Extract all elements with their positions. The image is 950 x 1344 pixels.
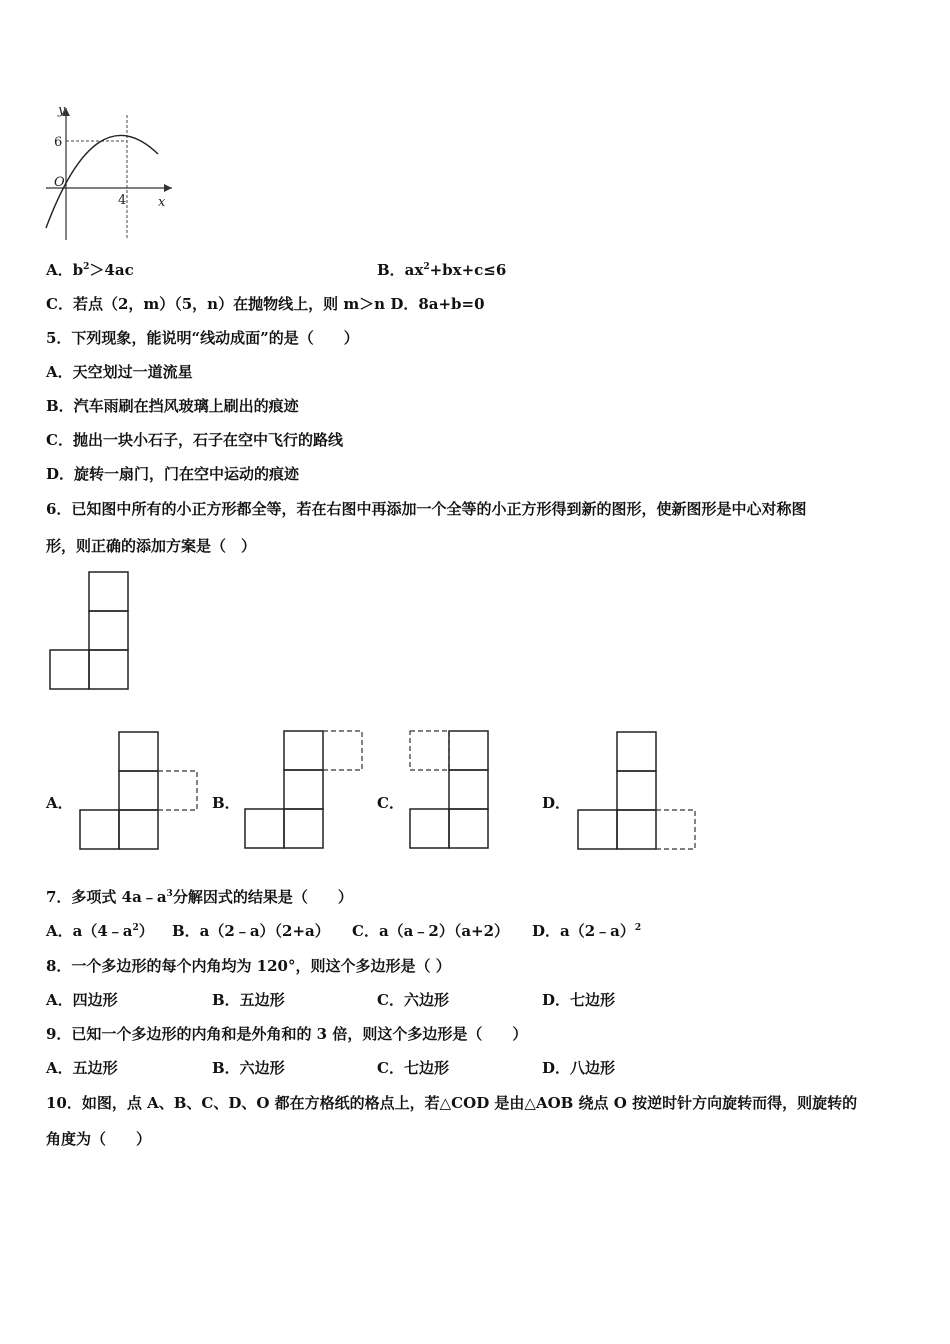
q7-stem-b: 分解因式的结果是（ ） [172,888,353,906]
q7-option-d-text: D．a（2﹣a） [532,922,635,940]
q8-option-c: C．六边形 [377,991,449,1009]
q4-option-b-rest: +bx+c≤6 [429,261,507,279]
q6-option-d-figure [576,730,700,852]
q7-stem [46,887,353,907]
q5-option-c: C．抛出一块小石子，石子在空中飞行的路线 [46,431,343,449]
q4-option-a-text: A．b [46,261,84,279]
q4-option-a-sup: 2 [83,262,90,272]
q7-option-a-text: A．a（4﹣a [46,922,133,940]
q6-stem-line1: 6．已知图中所有的小正方形都全等，若在右图中再添加一个全等的小正方形得到新的图形，使新图形是中心对称图 [46,500,807,518]
q5-option-b: B．汽车雨刷在挡风玻璃上刷出的痕迹 [46,397,299,415]
q6-option-c-label: C． [377,794,404,812]
q10-stem-line2: 角度为（ ） [46,1130,152,1148]
q7-option-b: B．a（2﹣a）（2+a） [172,922,330,940]
q9-option-a: A．五边形 [46,1059,118,1077]
parabola-graph [40,100,180,245]
graph-y-label: y [58,103,66,118]
q7-option-a [46,921,154,941]
q4-option-b-sup: 2 [423,262,430,272]
q6-option-a-label: A． [46,794,73,812]
q6-option-c-figure [408,729,532,851]
q8-option-d: D．七边形 [542,991,616,1009]
graph-y-tick: 6 [54,135,63,150]
q7-option-a-sup: 2 [132,923,139,933]
graph-x-tick: 4 [118,193,127,208]
q7-option-d-sup: 2 [634,923,642,933]
q4-option-b [377,260,506,280]
q7-option-c: C．a（a﹣2）（a+2） [352,922,510,940]
q9-option-b: B．六边形 [212,1059,285,1077]
q9-option-c: C．七边形 [377,1059,449,1077]
q8-option-a: A．四边形 [46,991,118,1009]
q7-stem-a: 7．多项式 4a﹣a [46,888,167,906]
q8-stem: 8．一个多边形的每个内角均为 120°，则这个多边形是（ ） [46,957,451,975]
q6-option-d-label: D． [542,794,571,812]
q4-option-cd: C．若点（2，m）（5，n）在抛物线上，则 m＞n D．8a+b=0 [46,295,485,313]
q4-option-a [46,260,134,280]
graph-x-label: x [158,195,166,210]
q4-option-a-rest: ＞4ac [89,261,134,279]
q6-option-a-figure [78,730,202,852]
q9-option-d: D．八边形 [542,1059,616,1077]
q5-option-d: D．旋转一扇门，门在空中运动的痕迹 [46,465,300,483]
q6-original-figure [49,571,131,693]
q7-stem-sup: 3 [166,889,173,899]
q5-stem: 5．下列现象，能说明“线动成面”的是（ ） [46,329,359,347]
q6-option-b-label: B． [212,794,240,812]
q7-option-a-rest: ） [138,922,154,940]
q5-option-a: A．天空划过一道流星 [46,363,193,381]
q6-option-b-figure [243,729,367,851]
q6-stem-line2: 形，则正确的添加方案是（ ） [46,537,257,555]
q4-option-b-text: B．ax [377,261,424,279]
q7-option-d [532,921,641,941]
q8-option-b: B．五边形 [212,991,285,1009]
q9-stem: 9．已知一个多边形的内角和是外角和的 3 倍，则这个多边形是（ ） [46,1025,528,1043]
graph-origin-label: O [54,175,65,190]
q10-stem-line1: 10．如图，点 A、B、C、D、O 都在方格纸的格点上，若△COD 是由△AOB 绕点 O 按逆时针方向旋转而得，则旋转的 [46,1094,858,1112]
